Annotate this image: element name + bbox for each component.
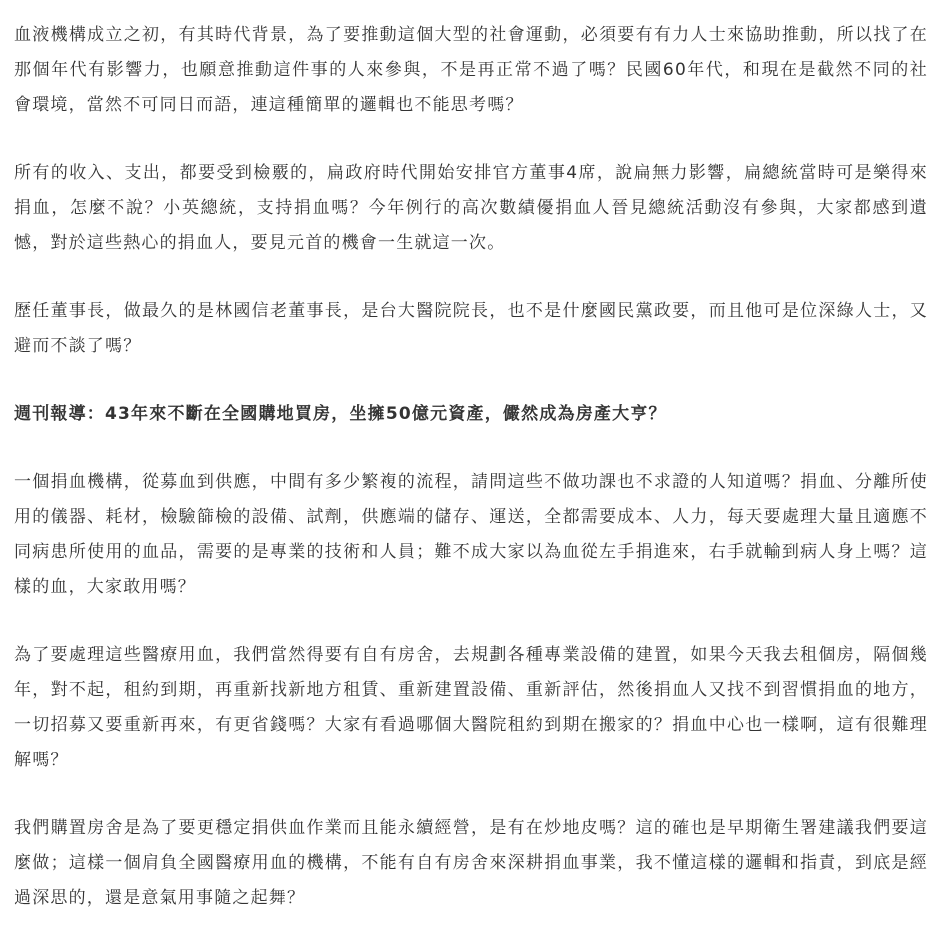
paragraph-1: 血液機構成立之初，有其時代背景，為了要推動這個大型的社會運動，必須要有有力人士來協助推動，所以找了在那個年代有影響力，也願意推動這件事的人來參與，不是再正常不過了嗎？民國60年代，和現在是截然不同的社會環境，當然不可同日而語，連這種簡單的邏輯也不能思考嗎？ [14,25,928,115]
paragraph-2: 所有的收入、支出，都要受到檢覈的，扁政府時代開始安排官方董事4席，說扁無力影響，扁總統當時可是樂得來捐血，怎麼不說？小英總統，支持捐血嗎？今年例行的高次數績優捐血人晉見總統活動沒有參與，大家都感到遺憾，對於這些熱心的捐血人，要見元首的機會一生就這一次。 [14,163,928,253]
paragraph-5: 為了要處理這些醫療用血，我們當然得要有自有房舍，去規劃各種專業設備的建置，如果今天我去租個房，隔個幾年，對不起，租約到期，再重新找新地方租賃、重新建置設備、重新評估，然後捐血人又找不到習慣捐血的地方，一切招募又要重新再來，有更省錢嗎？大家有看過哪個大醫院租約到期在搬家的？捐血中心也一樣啊，這有很難理解嗎？ [14,645,928,770]
section-heading: 週刊報導：43年來不斷在全國購地買房，坐擁50億元資產，儼然成為房產大亨？ [14,404,667,424]
paragraph-6: 我們購置房舍是為了要更穩定捐供血作業而且能永續經營，是有在炒地皮嗎？這的確也是早期衛生署建議我們要這麼做；這樣一個肩負全國醫療用血的機構，不能有自有房舍來深耕捐血事業，我不懂這樣的邏輯和指責，到底是經過深思的，還是意氣用事隨之起舞？ [14,818,928,908]
paragraph-4: 一個捐血機構，從募血到供應，中間有多少繁複的流程，請問這些不做功課也不求證的人知道嗎？捐血、分離所使用的儀器、耗材，檢驗篩檢的設備、試劑，供應端的儲存、運送，全都需要成本、人力，每天要處理大量且適應不同病患所使用的血品，需要的是專業的技術和人員；難不成大家以為血從左手捐進來，右手就輸到病人身上嗎？這樣的血，大家敢用嗎？ [14,472,928,597]
paragraph-3: 歷任董事長，做最久的是林國信老董事長，是台大醫院院長，也不是什麼國民黨政要，而且他可是位深綠人士，又避而不談了嗎？ [14,301,928,356]
